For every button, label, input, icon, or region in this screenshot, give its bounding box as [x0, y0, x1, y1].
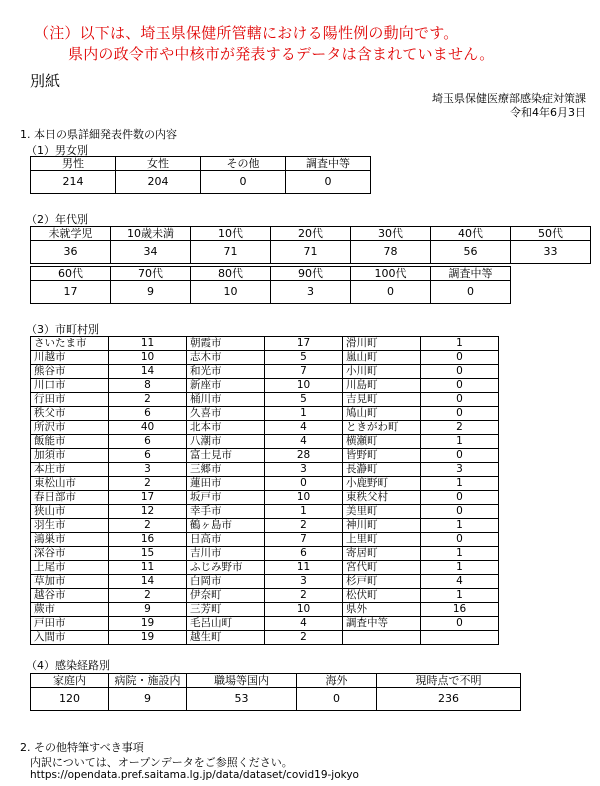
municipality-count: 1	[421, 435, 499, 449]
municipality-name: 滑川町	[343, 337, 421, 351]
municipality-count: 12	[109, 505, 187, 519]
municipality-count: 11	[109, 337, 187, 351]
age-header: 未就学児	[31, 227, 111, 241]
municipality-name: 深谷市	[31, 547, 109, 561]
municipality-count: 28	[265, 449, 343, 463]
age-header: 10代	[191, 227, 271, 241]
municipality-count: 2	[265, 519, 343, 533]
municipality-name: 毛呂山町	[187, 617, 265, 631]
municipality-name: 白岡市	[187, 575, 265, 589]
municipality-count: 2	[421, 421, 499, 435]
municipality-name: 幸手市	[187, 505, 265, 519]
municipality-count: 0	[421, 351, 499, 365]
municipality-name: 伊奈町	[187, 589, 265, 603]
municipality-count: 40	[109, 421, 187, 435]
municipality-name: さいたま市	[31, 337, 109, 351]
notice-line-2: 県内の政令市や中核市が発表するデータは含まれていません。	[68, 45, 495, 63]
municipality-count: 2	[265, 631, 343, 645]
municipality-count: 1	[421, 477, 499, 491]
municipality-count: 6	[265, 547, 343, 561]
issuer-name: 埼玉県保健医療部感染症対策課	[432, 92, 586, 105]
municipality-name: 調査中等	[343, 617, 421, 631]
section-1-title: 1. 本日の県詳細発表件数の内容	[20, 128, 177, 141]
municipality-name: 行田市	[31, 393, 109, 407]
municipality-count: 10	[265, 491, 343, 505]
municipality-name: ふじみ野市	[187, 561, 265, 575]
municipality-count: 2	[109, 519, 187, 533]
municipality-name: 杉戸町	[343, 575, 421, 589]
municipality-count: 4	[265, 617, 343, 631]
municipality-name: 三郷市	[187, 463, 265, 477]
age-value: 56	[431, 241, 511, 264]
municipality-count: 14	[109, 575, 187, 589]
municipality-name: 飯能市	[31, 435, 109, 449]
opendata-url[interactable]: https://opendata.pref.saitama.lg.jp/data/dataset/covid19-jokyo	[30, 769, 359, 781]
municipality-count: 0	[265, 477, 343, 491]
municipality-name: 小鹿野町	[343, 477, 421, 491]
municipality-name: 鴻巣市	[31, 533, 109, 547]
route-value: 53	[187, 688, 297, 711]
age-value: 0	[351, 281, 431, 304]
age-value: 36	[31, 241, 111, 264]
municipality-count: 10	[265, 379, 343, 393]
municipality-count: 1	[265, 407, 343, 421]
municipality-row	[31, 365, 499, 379]
municipality-row	[31, 505, 499, 519]
municipality-count: 3	[265, 575, 343, 589]
gender-value: 204	[116, 171, 201, 194]
municipality-name: 日高市	[187, 533, 265, 547]
route-header: 現時点で不明	[377, 674, 521, 688]
municipality-row	[31, 575, 499, 589]
municipality-name: 坂戸市	[187, 491, 265, 505]
municipality-count: 9	[109, 603, 187, 617]
municipality-name: 春日部市	[31, 491, 109, 505]
municipality-row	[31, 379, 499, 393]
municipality-name: 横瀬町	[343, 435, 421, 449]
gender-header: 女性	[116, 157, 201, 171]
route-header: 海外	[297, 674, 377, 688]
age-value: 34	[111, 241, 191, 264]
municipality-count: 10	[109, 351, 187, 365]
municipality-section-title: （3）市町村別	[26, 323, 99, 336]
municipality-count: 0	[421, 379, 499, 393]
municipality-name: 桶川市	[187, 393, 265, 407]
municipality-count: 1	[265, 505, 343, 519]
route-section-title: （4）感染経路別	[26, 659, 110, 672]
municipality-count: 0	[421, 393, 499, 407]
municipality-name: 皆野町	[343, 449, 421, 463]
municipality-row	[31, 463, 499, 477]
age-value: 71	[191, 241, 271, 264]
route-table	[30, 673, 521, 711]
municipality-count: 15	[109, 547, 187, 561]
municipality-name: ときがわ町	[343, 421, 421, 435]
municipality-count: 7	[265, 365, 343, 379]
municipality-count: 1	[421, 337, 499, 351]
municipality-name: 戸田市	[31, 617, 109, 631]
gender-header: 男性	[31, 157, 116, 171]
municipality-name: 上里町	[343, 533, 421, 547]
municipality-count: 3	[265, 463, 343, 477]
municipality-row	[31, 533, 499, 547]
municipality-name: 新座市	[187, 379, 265, 393]
municipality-name: 川越市	[31, 351, 109, 365]
municipality-name: 美里町	[343, 505, 421, 519]
municipality-count: 16	[109, 533, 187, 547]
municipality-name: 和光市	[187, 365, 265, 379]
route-value: 9	[109, 688, 187, 711]
municipality-count: 7	[265, 533, 343, 547]
attachment-label: 別紙	[30, 72, 61, 90]
municipality-table	[30, 336, 499, 645]
municipality-name: 入間市	[31, 631, 109, 645]
municipality-count: 0	[421, 407, 499, 421]
gender-value: 0	[201, 171, 286, 194]
age-table-row2	[30, 266, 511, 304]
municipality-row	[31, 519, 499, 533]
municipality-name: 秩父市	[31, 407, 109, 421]
municipality-name: 草加市	[31, 575, 109, 589]
route-value: 0	[297, 688, 377, 711]
municipality-name: 加須市	[31, 449, 109, 463]
municipality-count: 0	[421, 533, 499, 547]
municipality-count: 1	[421, 519, 499, 533]
municipality-count: 1	[421, 561, 499, 575]
municipality-name: 吉見町	[343, 393, 421, 407]
age-header: 70代	[111, 267, 191, 281]
municipality-name: 久喜市	[187, 407, 265, 421]
municipality-name: 小川町	[343, 365, 421, 379]
municipality-count	[421, 631, 499, 645]
age-header: 30代	[351, 227, 431, 241]
municipality-row	[31, 435, 499, 449]
age-value: 3	[271, 281, 351, 304]
municipality-row	[31, 589, 499, 603]
issue-date: 令和4年6月3日	[510, 106, 586, 119]
municipality-row	[31, 631, 499, 645]
age-header: 調査中等	[431, 267, 511, 281]
municipality-count: 5	[265, 351, 343, 365]
municipality-name: 宮代町	[343, 561, 421, 575]
municipality-name: 越生町	[187, 631, 265, 645]
municipality-name: 県外	[343, 603, 421, 617]
municipality-count: 16	[421, 603, 499, 617]
municipality-name: 嵐山町	[343, 351, 421, 365]
age-table-row1	[30, 226, 591, 264]
section-2-text: 内訳については、オープンデータをご参照ください。	[30, 756, 293, 769]
municipality-name: 狭山市	[31, 505, 109, 519]
age-value: 33	[511, 241, 591, 264]
municipality-row	[31, 491, 499, 505]
gender-value: 214	[31, 171, 116, 194]
municipality-name: 松伏町	[343, 589, 421, 603]
municipality-count: 2	[109, 589, 187, 603]
route-header: 職場等国内	[187, 674, 297, 688]
municipality-count: 4	[265, 421, 343, 435]
municipality-name: 八潮市	[187, 435, 265, 449]
municipality-count: 0	[421, 491, 499, 505]
municipality-count: 0	[421, 449, 499, 463]
age-header: 60代	[31, 267, 111, 281]
gender-table	[30, 156, 371, 194]
municipality-name: 北本市	[187, 421, 265, 435]
municipality-name: 富士見市	[187, 449, 265, 463]
municipality-count: 17	[109, 491, 187, 505]
age-value: 17	[31, 281, 111, 304]
municipality-count: 3	[421, 463, 499, 477]
municipality-name: 志木市	[187, 351, 265, 365]
municipality-name: 上尾市	[31, 561, 109, 575]
age-section-title: （2）年代別	[26, 213, 88, 226]
age-header: 40代	[431, 227, 511, 241]
municipality-name	[343, 631, 421, 645]
municipality-name: 川口市	[31, 379, 109, 393]
gender-header: 調査中等	[286, 157, 371, 171]
municipality-count: 6	[109, 407, 187, 421]
municipality-count: 2	[109, 393, 187, 407]
age-header: 50代	[511, 227, 591, 241]
route-header: 家庭内	[31, 674, 109, 688]
municipality-count: 11	[265, 561, 343, 575]
municipality-count: 0	[421, 617, 499, 631]
municipality-name: 本庄市	[31, 463, 109, 477]
municipality-count: 2	[265, 589, 343, 603]
municipality-name: 吉川市	[187, 547, 265, 561]
age-header: 90代	[271, 267, 351, 281]
municipality-name: 朝霞市	[187, 337, 265, 351]
section-2-title: 2. その他特筆すべき事項	[20, 741, 144, 754]
age-value: 9	[111, 281, 191, 304]
municipality-count: 2	[109, 477, 187, 491]
municipality-count: 14	[109, 365, 187, 379]
municipality-count: 3	[109, 463, 187, 477]
municipality-row	[31, 617, 499, 631]
municipality-name: 神川町	[343, 519, 421, 533]
municipality-count: 10	[265, 603, 343, 617]
municipality-count: 6	[109, 449, 187, 463]
municipality-name: 所沢市	[31, 421, 109, 435]
municipality-row	[31, 407, 499, 421]
age-value: 10	[191, 281, 271, 304]
municipality-count: 0	[421, 505, 499, 519]
gender-value: 0	[286, 171, 371, 194]
municipality-name: 東松山市	[31, 477, 109, 491]
municipality-row	[31, 561, 499, 575]
municipality-count: 8	[109, 379, 187, 393]
age-header: 100代	[351, 267, 431, 281]
age-value: 78	[351, 241, 431, 264]
age-value: 71	[271, 241, 351, 264]
municipality-count: 5	[265, 393, 343, 407]
municipality-count: 0	[421, 365, 499, 379]
municipality-name: 熊谷市	[31, 365, 109, 379]
municipality-row	[31, 393, 499, 407]
municipality-row	[31, 421, 499, 435]
municipality-name: 川島町	[343, 379, 421, 393]
municipality-count: 17	[265, 337, 343, 351]
municipality-name: 鶴ヶ島市	[187, 519, 265, 533]
age-value: 0	[431, 281, 511, 304]
notice-line-1: （注）以下は、埼玉県保健所管轄における陽性例の動向です。	[34, 24, 459, 42]
municipality-count: 4	[265, 435, 343, 449]
municipality-row	[31, 603, 499, 617]
municipality-row	[31, 547, 499, 561]
municipality-count: 4	[421, 575, 499, 589]
municipality-name: 鳩山町	[343, 407, 421, 421]
municipality-count: 19	[109, 617, 187, 631]
gender-header: その他	[201, 157, 286, 171]
municipality-name: 三芳町	[187, 603, 265, 617]
municipality-count: 1	[421, 589, 499, 603]
municipality-name: 寄居町	[343, 547, 421, 561]
municipality-name: 東秩父村	[343, 491, 421, 505]
municipality-name: 蓮田市	[187, 477, 265, 491]
age-header: 80代	[191, 267, 271, 281]
route-value: 120	[31, 688, 109, 711]
gender-section-title: （1）男女別	[26, 144, 88, 157]
municipality-row	[31, 477, 499, 491]
municipality-name: 羽生市	[31, 519, 109, 533]
municipality-name: 長瀞町	[343, 463, 421, 477]
route-value: 236	[377, 688, 521, 711]
age-header: 10歳未満	[111, 227, 191, 241]
municipality-name: 越谷市	[31, 589, 109, 603]
municipality-row	[31, 351, 499, 365]
municipality-name: 蕨市	[31, 603, 109, 617]
municipality-row	[31, 337, 499, 351]
age-header: 20代	[271, 227, 351, 241]
route-header: 病院・施設内	[109, 674, 187, 688]
municipality-count: 1	[421, 547, 499, 561]
municipality-row	[31, 449, 499, 463]
municipality-count: 11	[109, 561, 187, 575]
municipality-count: 19	[109, 631, 187, 645]
municipality-count: 6	[109, 435, 187, 449]
